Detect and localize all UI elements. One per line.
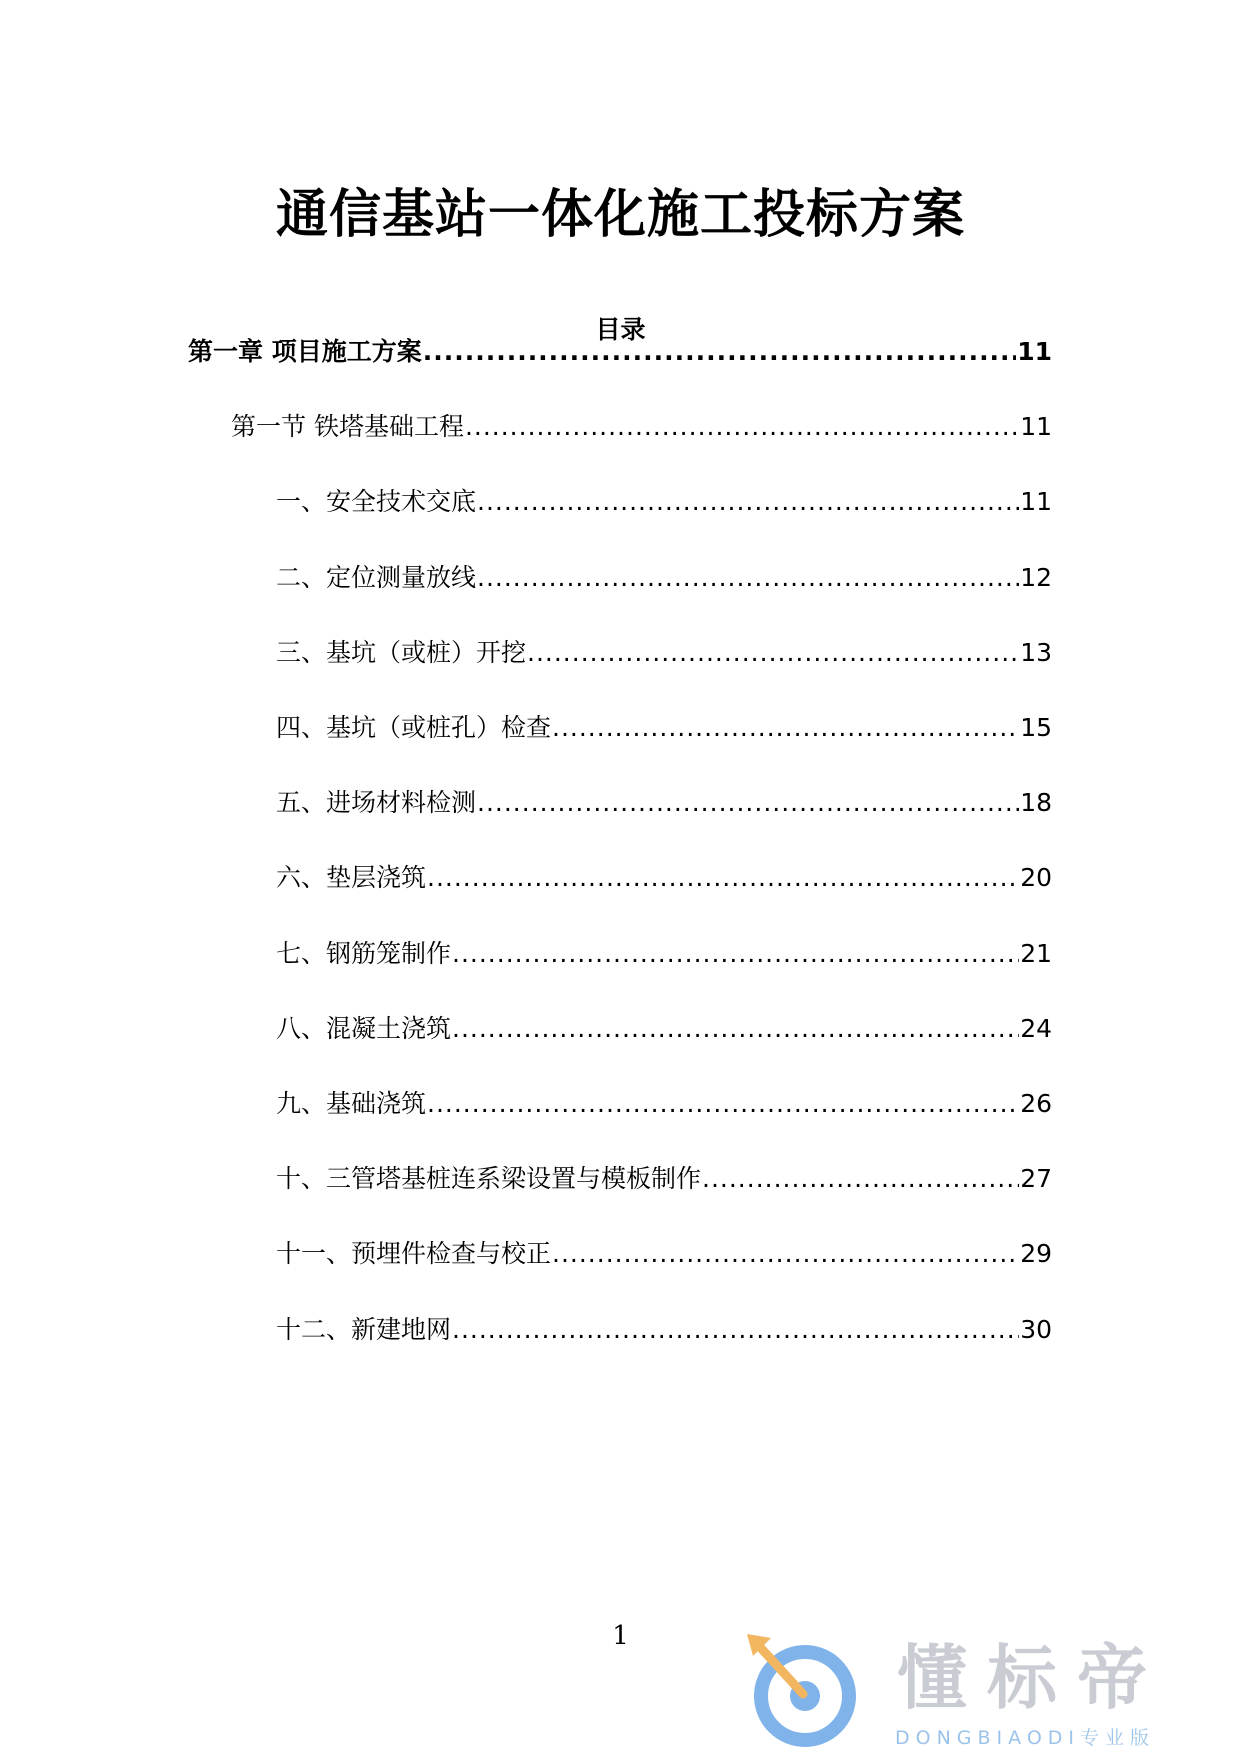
toc-entry-page: 15 xyxy=(1020,713,1052,742)
toc-entry-title: 第一节 铁塔基础工程 xyxy=(231,412,464,441)
toc-entry-page: 29 xyxy=(1020,1239,1052,1268)
toc-entry-page: 18 xyxy=(1020,788,1052,817)
toc-entry[interactable] xyxy=(188,332,1052,372)
toc-dot-leader xyxy=(477,482,1019,522)
toc-dot-leader xyxy=(465,407,1019,447)
toc-dot-leader xyxy=(552,1234,1019,1274)
toc-entry[interactable] xyxy=(276,783,1052,823)
toc-entry-title: 九、基础浇筑 xyxy=(276,1089,427,1118)
toc-dot-leader xyxy=(477,558,1019,598)
toc-entry[interactable] xyxy=(276,1009,1052,1049)
watermark-name: 懂标帝 xyxy=(897,1637,1167,1719)
toc-entry-title: 三、基坑（或桩）开挖 xyxy=(276,638,527,667)
toc-entry-title: 八、混凝土浇筑 xyxy=(276,1014,452,1043)
toc-entry-page: 20 xyxy=(1020,863,1052,892)
toc-entry[interactable] xyxy=(276,934,1052,974)
toc-entry-title: 五、进场材料检测 xyxy=(276,788,477,817)
toc-entry-title: 二、定位测量放线 xyxy=(276,563,477,592)
toc-dot-leader xyxy=(452,1310,1019,1350)
toc-dot-leader xyxy=(452,1009,1019,1049)
toc-entry[interactable] xyxy=(231,407,1052,447)
toc-dot-leader xyxy=(552,708,1019,748)
toc-entry[interactable] xyxy=(276,858,1052,898)
toc-entry-page: 12 xyxy=(1020,563,1052,592)
toc-entry-page: 11 xyxy=(1020,487,1052,516)
toc-entry-page: 24 xyxy=(1020,1014,1052,1043)
toc-dot-leader xyxy=(527,633,1019,673)
toc-dot-leader xyxy=(427,858,1019,898)
toc-dot-leader xyxy=(702,1159,1019,1199)
toc-entry-page: 27 xyxy=(1020,1164,1052,1193)
toc-entry-title: 四、基坑（或桩孔）检查 xyxy=(276,713,552,742)
toc-entry[interactable] xyxy=(276,1234,1052,1274)
toc-entry-page: 11 xyxy=(1020,412,1052,441)
toc-dot-leader xyxy=(477,783,1019,823)
target-arrow-icon xyxy=(745,1628,865,1748)
toc-entry[interactable] xyxy=(276,1159,1052,1199)
watermark xyxy=(745,1628,1225,1754)
watermark-subtitle: DONGBIAODI专业版 xyxy=(895,1727,1156,1749)
toc-entry-page: 30 xyxy=(1020,1315,1052,1344)
toc-entry-page: 26 xyxy=(1020,1089,1052,1118)
toc-entry[interactable] xyxy=(276,708,1052,748)
toc-entry-page: 11 xyxy=(1017,337,1052,366)
toc-entry-page: 13 xyxy=(1020,638,1052,667)
toc-entry[interactable] xyxy=(276,1084,1052,1124)
toc-entry-title: 七、钢筋笼制作 xyxy=(276,939,452,968)
toc-dot-leader xyxy=(427,1084,1019,1124)
toc-dot-leader xyxy=(452,934,1019,974)
toc-entry-title: 一、安全技术交底 xyxy=(276,487,477,516)
toc-entry[interactable] xyxy=(276,633,1052,673)
toc-entry[interactable] xyxy=(276,482,1052,522)
toc-entry-title: 十一、预埋件检查与校正 xyxy=(276,1239,552,1268)
toc-entry-title: 十、三管塔基桩连系梁设置与模板制作 xyxy=(276,1164,702,1193)
toc-entry-title: 六、垫层浇筑 xyxy=(276,863,427,892)
toc-entry[interactable] xyxy=(276,1310,1052,1350)
toc-heading: 目录 xyxy=(595,315,646,344)
page-number: 1 xyxy=(612,1621,629,1651)
document-title: 通信基站一体化施工投标方案 xyxy=(275,185,965,245)
toc-entry-title: 十二、新建地网 xyxy=(276,1315,452,1344)
toc-dot-leader xyxy=(423,332,1016,372)
toc-entry[interactable] xyxy=(276,558,1052,598)
toc-entry-title: 第一章 项目施工方案 xyxy=(188,337,422,366)
toc-entry-page: 21 xyxy=(1020,939,1052,968)
